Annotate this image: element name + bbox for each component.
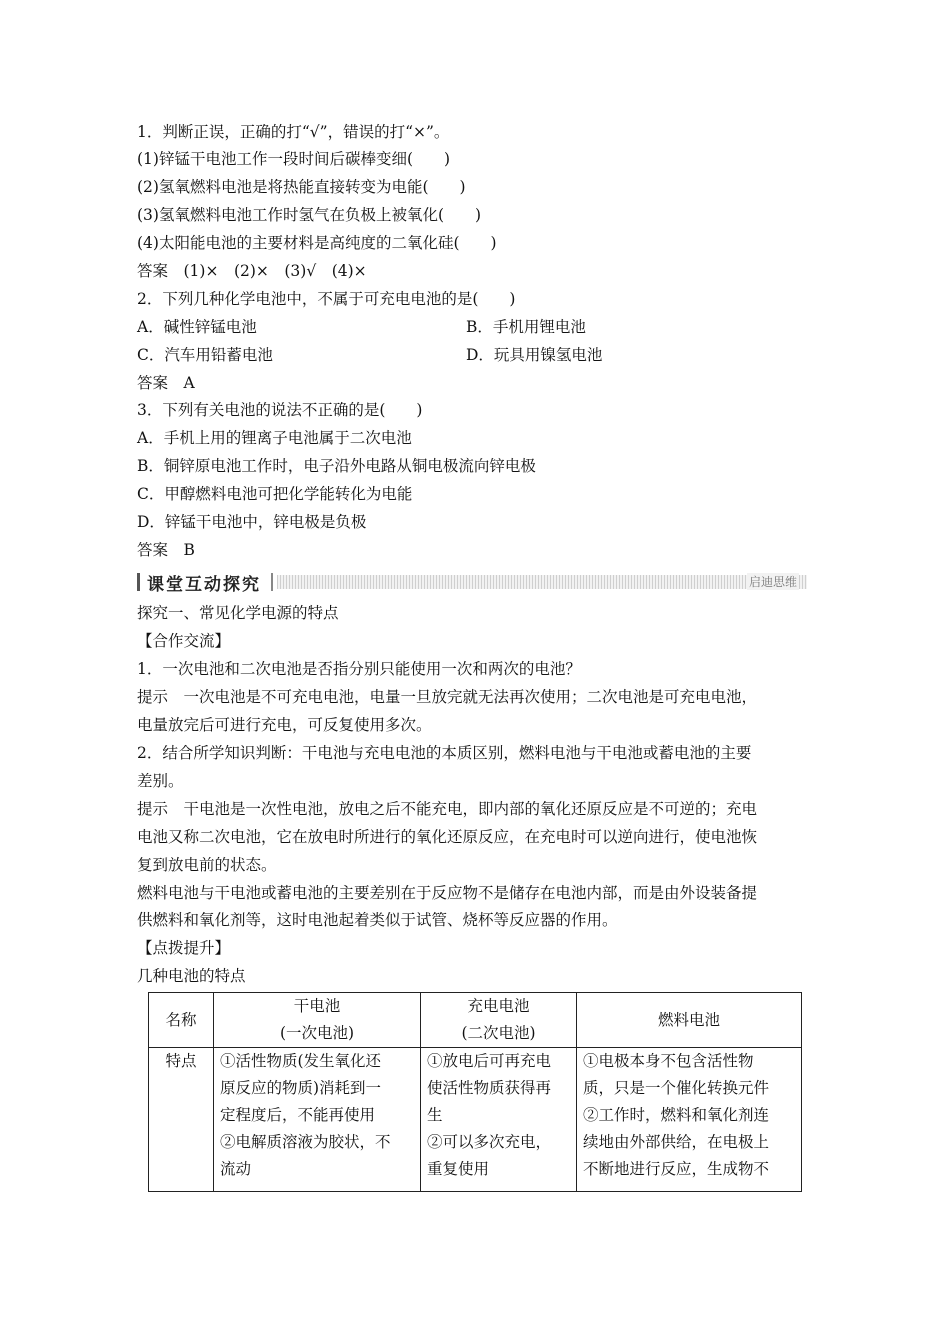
- dry-line-2: 原反应的物质)消耗到一: [220, 1079, 382, 1097]
- dry-line-1: ①活性物质(发生氧化还: [220, 1052, 382, 1070]
- banner-tag: 启迪思维: [748, 575, 797, 589]
- coop-heading: 【合作交流】: [137, 632, 231, 650]
- rech-line-1: ①放电后可再充电: [427, 1052, 552, 1070]
- dry-line-5: 流动: [220, 1160, 252, 1178]
- row-label: 特点: [149, 1048, 214, 1192]
- fuel-line-1: ①电极本身不包含活性物: [583, 1052, 754, 1070]
- explore-line-5: 差别。: [137, 772, 184, 790]
- header-name: 名称: [149, 993, 214, 1048]
- q3-option-a: A．手机上用的锂离子电池属于二次电池: [137, 429, 412, 447]
- explore-line-7: 电池又称二次电池，它在放电时所进行的氧化还原反应，在充电时可以逆向进行，使电池恢: [137, 828, 758, 846]
- dry-line-3: 定程度后，不能再使用: [220, 1106, 376, 1124]
- explore-line-8: 复到放电前的状态。: [137, 856, 277, 874]
- rech-line-5: 重复使用: [427, 1160, 490, 1178]
- q3-option-d: D．锌锰干电池中，锌电极是负极: [137, 513, 367, 531]
- explore-line-6: 提示 干电池是一次性电池，放电之后不能充电，即内部的氧化还原反应是不可逆的；充电: [137, 800, 758, 818]
- q2-option-c: C．汽车用铅蓄电池: [137, 346, 273, 364]
- q1-answer: 答案 (1)× (2)× (3)√ (4)×: [137, 262, 367, 280]
- explore-heading: 探究一、常见化学电源的特点: [137, 604, 339, 622]
- explore-line-2: 提示 一次电池是不可充电电池，电量一旦放完就无法再次使用；二次电池是可充电电池，: [137, 688, 758, 706]
- dry-cell: [214, 1048, 421, 1192]
- q1-item-4: (4)太阳能电池的主要材料是高纯度的二氧化硅( ): [137, 234, 497, 252]
- fuel-line-5: 不断地进行反应，生成物不: [583, 1160, 770, 1178]
- q3-answer: 答案 B: [137, 541, 195, 559]
- rech-line-2: 使活性物质获得再: [427, 1079, 552, 1097]
- q1-item-1: (1)锌锰干电池工作一段时间后碳棒变细( ): [137, 150, 451, 168]
- header-fuel: 燃料电池: [577, 993, 802, 1048]
- fuel-line-3: ②工作时，燃料和氧化剂连: [583, 1106, 770, 1124]
- header-rech-line-1: 充电电池: [467, 997, 530, 1015]
- q3-option-b: B．铜锌原电池工作时，电子沿外电路从铜电极流向锌电极: [137, 457, 536, 475]
- q2-option-b: B．手机用锂电池: [466, 318, 586, 336]
- explore-line-1: 1．一次电池和二次电池是否指分别只能使用一次和两次的电池？: [137, 660, 581, 678]
- table-row: [149, 1048, 802, 1192]
- explore-line-4: 2．结合所学知识判断：干电池与充电电池的本质区别，燃料电池与干电池或蓄电池的主要: [137, 744, 752, 762]
- q1-stem: 1．判断正误，正确的打“√”，错误的打“×”。: [137, 123, 450, 141]
- q1-item-3: (3)氢氧燃料电池工作时氢气在负极上被氧化( ): [137, 206, 482, 224]
- battery-table: [148, 992, 802, 1192]
- q2-option-d: D．玩具用镍氢电池: [466, 346, 603, 364]
- header-rech-line-2: (二次电池): [461, 1024, 536, 1042]
- explore-line-9: 燃料电池与干电池或蓄电池的主要差别在于反应物不是储存在电池内部，而是由外设装备提: [137, 884, 758, 902]
- table-header-row: [149, 993, 802, 1048]
- fuel-line-4: 续地由外部供给，在电极上: [583, 1133, 770, 1151]
- banner-left-bar: [137, 573, 140, 591]
- fuel-cell: [577, 1048, 802, 1192]
- header-dry: [214, 993, 421, 1048]
- q2-answer: 答案 A: [137, 374, 195, 392]
- fuel-line-2: 质，只是一个催化转换元件: [583, 1079, 770, 1097]
- banner-title: 课堂互动探究: [147, 575, 261, 595]
- header-dry-line-2: (一次电池): [279, 1024, 355, 1042]
- q2-option-a: A．碱性锌锰电池: [137, 318, 257, 336]
- rech-line-3: 生: [427, 1106, 443, 1124]
- q1-item-2: (2)氢氧燃料电池是将热能直接转变为电能( ): [137, 178, 466, 196]
- banner-divider: [271, 573, 273, 591]
- table-caption: 几种电池的特点: [137, 967, 246, 985]
- explore-line-3: 电量放完后可进行充电，可反复使用多次。: [137, 716, 432, 734]
- q3-option-c: C．甲醇燃料电池可把化学能转化为电能: [137, 485, 413, 503]
- q3-stem: 3．下列有关电池的说法不正确的是( ): [137, 401, 423, 419]
- q2-stem: 2．下列几种化学电池中，不属于可充电电池的是( ): [137, 290, 516, 308]
- rech-line-4: ②可以多次充电，: [427, 1133, 552, 1151]
- banner-stripe: [277, 575, 807, 589]
- rech-cell: [421, 1048, 577, 1192]
- section-banner: [137, 569, 813, 595]
- header-dry-line-1: 干电池: [293, 997, 341, 1015]
- explore-line-10: 供燃料和氧化剂等，这时电池起着类似于试管、烧杯等反应器的作用。: [137, 911, 618, 929]
- tip-heading: 【点拨提升】: [137, 939, 231, 957]
- header-rech: [421, 993, 577, 1048]
- dry-line-4: ②电解质溶液为胶状，不: [220, 1133, 391, 1151]
